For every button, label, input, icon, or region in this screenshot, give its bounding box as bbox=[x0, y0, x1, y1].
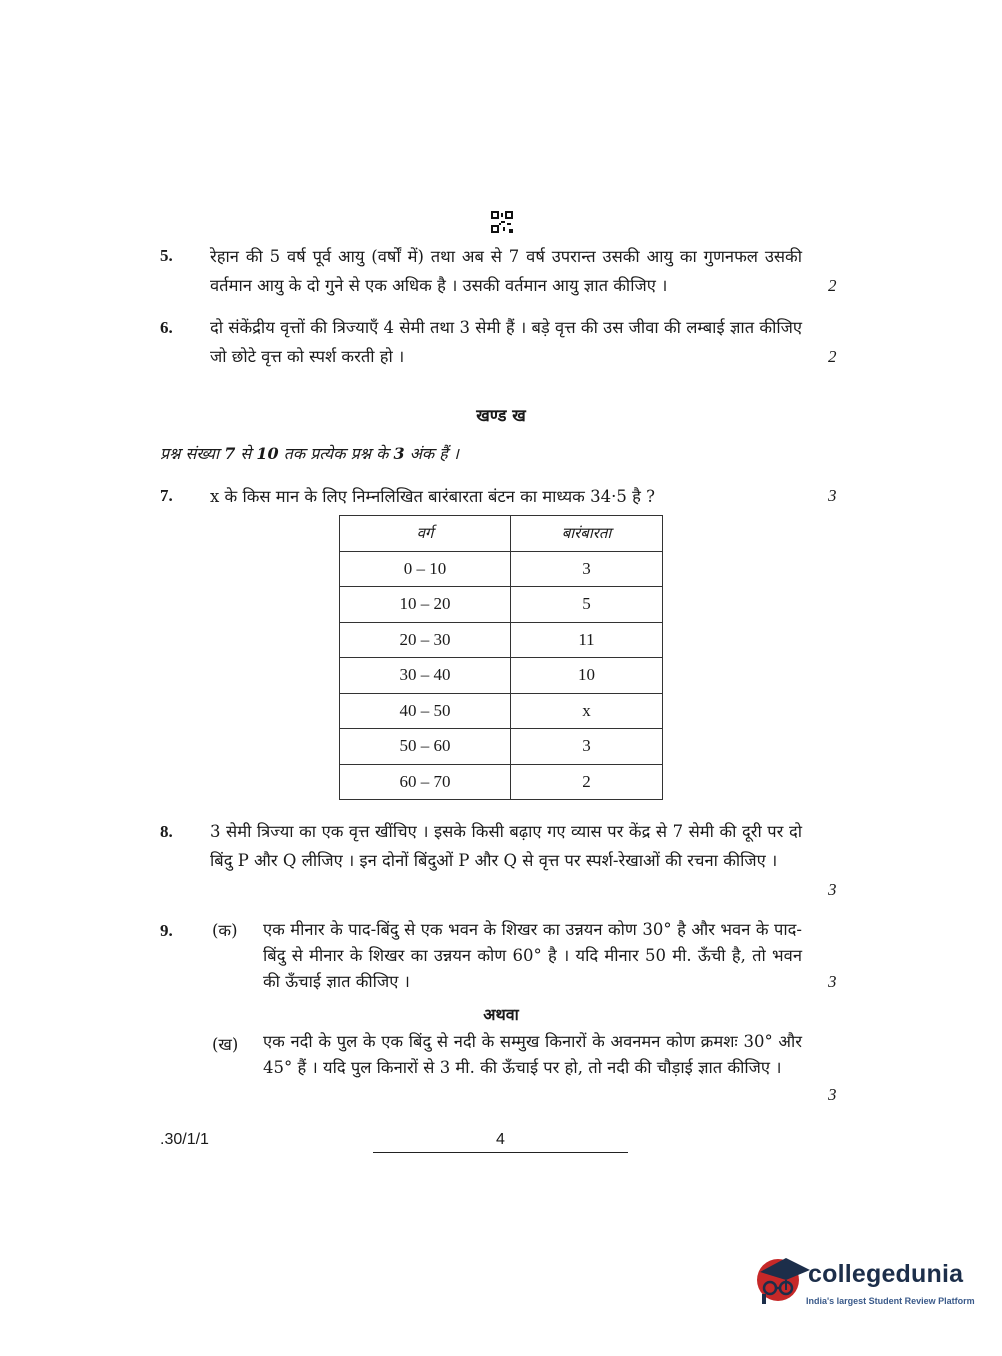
table-row bbox=[340, 587, 663, 623]
question-9a-label: (क) bbox=[212, 921, 238, 940]
frequency-table bbox=[339, 515, 663, 800]
table-cell-frequency: 2 bbox=[511, 764, 663, 800]
question-9a-marks: 3 bbox=[828, 972, 837, 991]
question-7-marks: 3 bbox=[828, 486, 837, 505]
table-cell-class: 30 – 40 bbox=[340, 658, 511, 694]
question-6-text: दो संकेंद्रीय वृत्तों की त्रिज्याएँ 4 सेमी तथा 3 सेमी हैं । बड़े वृत्त की उस जीवा की लम्बाई ज्ञात कीजिए जो छोटे वृत्त को स्पर्श करती हो । bbox=[210, 318, 802, 366]
paper-code: .30/1/1 bbox=[160, 1131, 209, 1148]
question-6-number: 6. bbox=[160, 318, 173, 337]
section-title: खण्ड ख bbox=[476, 406, 526, 425]
table-cell-frequency: 5 bbox=[511, 587, 663, 623]
table-cell-class: 60 – 70 bbox=[340, 764, 511, 800]
question-9b-text: एक नदी के पुल के एक बिंदु से नदी के सम्मुख किनारों के अवनमन कोण क्रमशः 30° और 45° हैं । यदि पुल किनारों से 3 मी. की ऊँचाई पर हो, तो नदी की चौड़ाई ज्ञात कीजिए । bbox=[263, 1032, 802, 1077]
qr-code-icon bbox=[491, 211, 513, 233]
table-row bbox=[340, 693, 663, 729]
question-8-number: 8. bbox=[160, 822, 173, 841]
table-header-frequency: बारंबारता bbox=[511, 516, 663, 552]
table-cell-class: 20 – 30 bbox=[340, 622, 511, 658]
table-cell-frequency: 3 bbox=[511, 729, 663, 765]
table-header-class: वर्ग bbox=[340, 516, 511, 552]
table-cell-frequency: 11 bbox=[511, 622, 663, 658]
question-8-text: 3 सेमी त्रिज्या का एक वृत्त खींचिए । इसके किसी बढ़ाए गए व्यास पर केंद्र से 7 सेमी की दूरी पर दो बिंदु P और Q लीजिए । इन दोनों बिंदुओं P और Q से वृत्त पर स्पर्श-रेखाओं की रचना कीजिए । bbox=[210, 822, 802, 870]
footer-rule bbox=[373, 1152, 628, 1153]
page-number: 4 bbox=[496, 1131, 505, 1148]
table-cell-class: 40 – 50 bbox=[340, 693, 511, 729]
section-instruction: प्रश्न संख्या 7 से 10 तक प्रत्येक प्रश्न के 3 अंक हैं । bbox=[160, 444, 459, 463]
question-8-marks: 3 bbox=[828, 880, 837, 899]
question-5-marks: 2 bbox=[828, 276, 837, 295]
question-9b-marks: 3 bbox=[828, 1085, 837, 1104]
question-7-text: x के किस मान के लिए निम्नलिखित बारंबारता बंटन का माध्यक 34·5 है ? bbox=[210, 487, 655, 506]
question-6-marks: 2 bbox=[828, 347, 837, 366]
question-9-number: 9. bbox=[160, 921, 173, 940]
question-7-number: 7. bbox=[160, 486, 173, 505]
table-cell-class: 10 – 20 bbox=[340, 587, 511, 623]
table-cell-class: 50 – 60 bbox=[340, 729, 511, 765]
table-row bbox=[340, 622, 663, 658]
table-row bbox=[340, 729, 663, 765]
brand-name: collegedunia bbox=[808, 1260, 964, 1288]
question-9a-text: एक मीनार के पाद-बिंदु से एक भवन के शिखर का उन्नयन कोण 30° है और भवन के पाद-बिंदु से मीनार के शिखर का उन्नयन कोण 60° है । यदि मीनार 50 मी. ऊँची है, तो भवन की ऊँचाई ज्ञात कीजिए । bbox=[263, 920, 802, 991]
table-cell-class: 0 – 10 bbox=[340, 551, 511, 587]
question-9b-label: (ख) bbox=[212, 1035, 239, 1054]
table-header-row bbox=[340, 516, 663, 552]
brand-tagline: India's largest Student Review Platform bbox=[806, 1296, 975, 1306]
question-5-number: 5. bbox=[160, 246, 173, 265]
table-row bbox=[340, 658, 663, 694]
table-row bbox=[340, 764, 663, 800]
table-cell-frequency: x bbox=[511, 693, 663, 729]
or-divider: अथवा bbox=[483, 1005, 519, 1024]
table-cell-frequency: 10 bbox=[511, 658, 663, 694]
table-row bbox=[340, 551, 663, 587]
question-5-text: रेहान की 5 वर्ष पूर्व आयु (वर्षों में) तथा अब से 7 वर्ष उपरान्त उसकी आयु का गुणनफल उसकी वर्तमान आयु के दो गुने से एक अधिक है । उसकी वर्तमान आयु ज्ञात कीजिए । bbox=[210, 247, 802, 295]
table-cell-frequency: 3 bbox=[511, 551, 663, 587]
